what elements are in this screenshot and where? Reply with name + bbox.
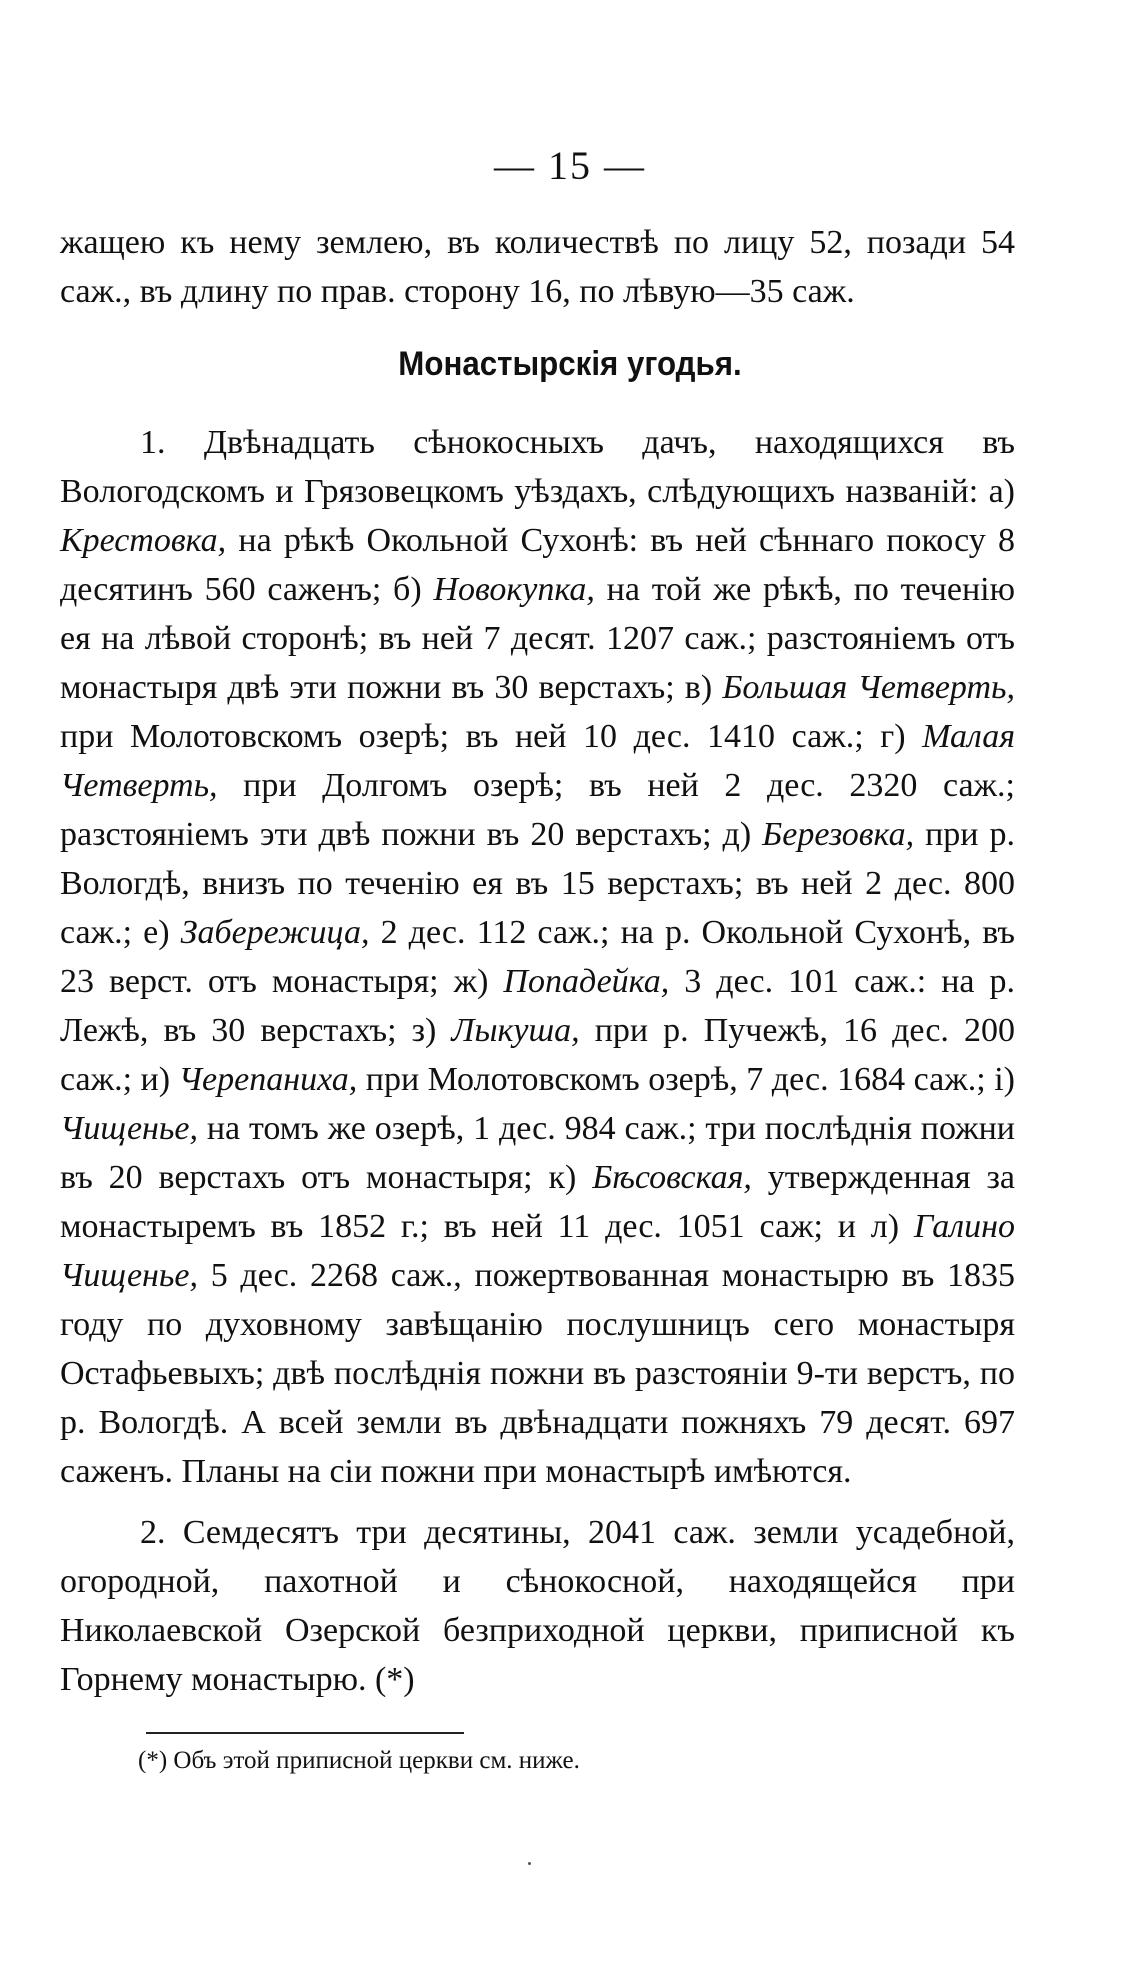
- footnote-divider: [146, 1732, 464, 1734]
- place-name: Галино Чищенье,: [60, 1208, 1015, 1294]
- paragraph-2: [60, 1508, 1015, 1704]
- text-run: на рѣкѣ Окольной Сухонѣ: въ ней сѣннаго покосу 8 десятинъ 560 саженъ; б): [60, 522, 1015, 608]
- intro-text: жащею къ нему землею, въ количествѣ по лицу 52, позади 54 саж., въ длину по прав. сторону 16, по лѣвую—35 саж.: [60, 224, 1015, 310]
- text-run: при р. Вологдѣ, внизъ по теченію ея въ 15 верстахъ; въ ней 2 дес. 800 саж.; е): [60, 816, 1016, 951]
- print-speck: [528, 1862, 531, 1865]
- text-run: 3 дес. 101 саж.: на р. Лежѣ, въ 30 верстахъ; з): [60, 963, 1015, 1049]
- place-name: Новокупка,: [433, 571, 595, 608]
- text-run: 5 дес. 2268 саж., пожертвованная монастырю въ 1835 году по духовному завѣщанію послушницъ сего монастыря Остафьевыхъ; двѣ послѣднія пожни въ разстояніи 9-ти верстъ, по р. Вологдѣ. А всей земли въ двѣнадцати пожняхъ 79 десят. 697 саженъ. Планы на сіи пожни при монастырѣ имѣются.: [60, 1257, 1015, 1490]
- text-run: при Молотовскомъ озерѣ, 7 дес. 1684 саж.; і): [357, 1061, 1015, 1098]
- paragraph-1: [60, 418, 1015, 1496]
- section-heading: Монастырскія угодья.: [398, 345, 742, 383]
- place-name: Малая Четверть,: [60, 718, 1015, 804]
- place-name: Большая Четверть,: [722, 669, 1015, 706]
- text-run: 2 дес. 112 саж.; на р. Окольной Сухонѣ, въ 23 верст. отъ монастыря; ж): [60, 914, 1015, 1000]
- page-number: — 15 —: [494, 143, 646, 188]
- text-run: при р. Пучежѣ, 16 дес. 200 саж.; и): [60, 1012, 1015, 1098]
- place-name: Крестовка,: [60, 522, 227, 559]
- place-name: Чищенье,: [60, 1110, 198, 1147]
- place-name: Березовка,: [762, 816, 915, 853]
- paragraph-1-text: [60, 418, 1015, 1496]
- text-run: при Молотовскомъ озерѣ; въ ней 10 дес. 1410 саж.; г): [60, 718, 923, 755]
- paragraph-2-text: 2. Семдесятъ три десятины, 2041 саж. земли усадебной, огородной, пахотной и сѣнокосной, находящейся при Николаевской Озерской безприходной церкви, приписной къ Горнему монастырю. (*): [60, 1514, 1015, 1698]
- place-name: Черепаниха,: [178, 1061, 358, 1098]
- text-run: 1. Двѣнадцать сѣнокосныхъ дачъ, находящихся въ Вологодскомъ и Грязовецкомъ уѣздахъ, слѣдующихъ названій: а): [60, 424, 1015, 510]
- text-run: утвержденная за монастыремъ въ 1852 г.; въ ней 11 дес. 1051 саж; и л): [60, 1159, 1015, 1245]
- place-name: Лыкуша,: [451, 1012, 580, 1049]
- footnote: (*) Объ этой приписной церкви см. ниже.: [138, 1747, 580, 1774]
- place-name: Попадейка,: [503, 963, 670, 1000]
- text-run: при Долгомъ озерѣ; въ ней 2 дес. 2320 саж.; разстояніемъ эти двѣ пожни въ 20 верстахъ; д): [60, 767, 1015, 853]
- place-name: Бѣсовская,: [592, 1159, 752, 1196]
- intro-paragraph: [60, 218, 1015, 316]
- place-name: Забережица,: [180, 914, 370, 951]
- text-run: на той же рѣкѣ, по теченію ея на лѣвой сторонѣ; въ ней 7 десят. 1207 саж.; разстояніемъ отъ монастыря двѣ эти пожни въ 30 верстахъ; в): [60, 571, 1015, 706]
- text-run: на томъ же озерѣ, 1 дес. 984 саж.; три послѣднія пожни въ 20 верстахъ отъ монастыря; к): [60, 1110, 1015, 1196]
